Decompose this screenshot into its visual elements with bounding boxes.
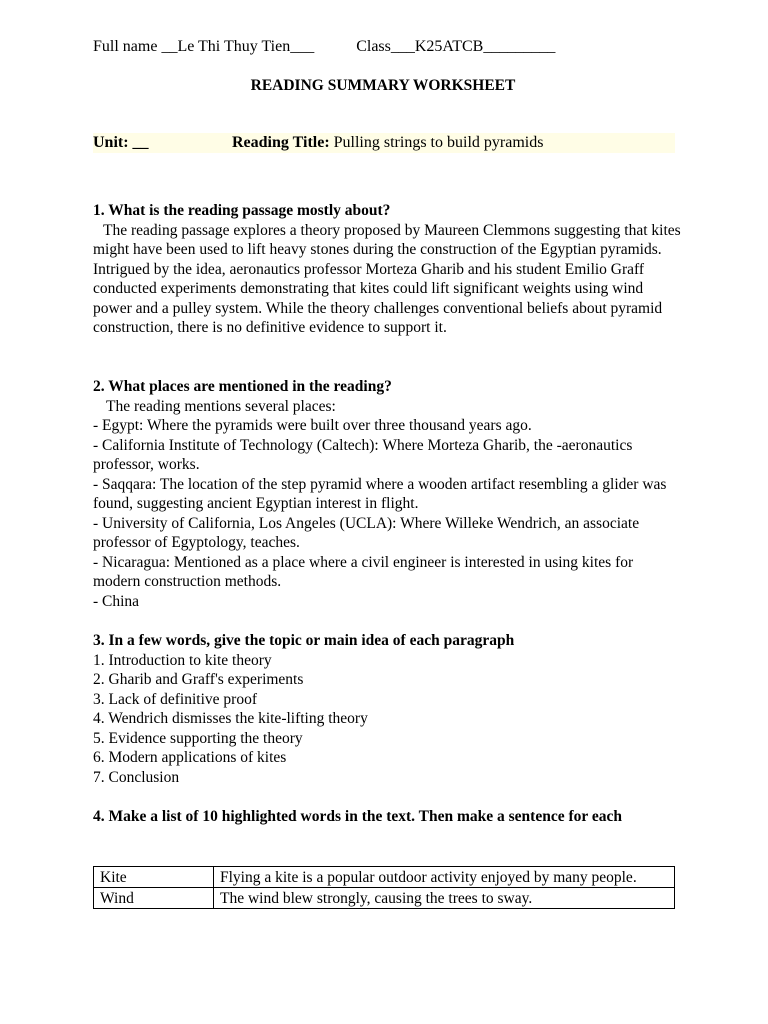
paragraph-topic-item: 7. Conclusion	[93, 768, 180, 786]
answer-1: The reading passage explores a theory proposed by Maureen Clemmons suggesting that kites might have been used to lift heavy stones during the construction of the Egyptian pyramids. Intrigued by the idea, aeronautics professor Morteza Gharib and his student Emilio Graff conducted experiments demonstrating that kites could lift significant weights using wind power and a pulley system. While the theory challenges conventional beliefs about pyramid construction, there is no definitive evidence to support it.	[93, 221, 681, 336]
question-2-section	[93, 377, 683, 611]
place-item: - California Institute of Technology (Caltech): Where Morteza Gharib, the -aeronautics professor, works.	[93, 436, 633, 473]
question-4: 4. Make a list of 10 highlighted words in the text. Then make a sentence for each	[93, 808, 622, 825]
place-item: - China	[93, 592, 140, 610]
full-name-field: Full name __Le Thi Thuy Tien___	[93, 38, 315, 55]
worksheet-title: READING SUMMARY WORKSHEET	[250, 77, 516, 94]
table-row	[94, 867, 675, 888]
place-item: - University of California, Los Angeles (UCLA): Where Willeke Wendrich, an associate professor of Egyptology, teaches.	[93, 514, 640, 551]
reading-title	[232, 133, 543, 153]
table-row	[94, 888, 675, 909]
question-4-section	[93, 807, 683, 827]
unit-field: Unit: __	[93, 134, 149, 151]
reading-title-label: Reading Title:	[232, 134, 330, 151]
place-item: - Saqqara: The location of the step pyramid where a wooden artifact resembling a glider was found, suggesting ancient Egyptian interest in flight.	[93, 475, 667, 512]
paragraph-topic-item: 3. Lack of definitive proof	[93, 690, 257, 708]
question-2: 2. What places are mentioned in the reading?	[93, 378, 392, 395]
vocab-sentence: The wind blew strongly, causing the trees to sway.	[214, 888, 675, 909]
student-info	[93, 37, 555, 57]
question-3-section	[93, 631, 683, 787]
class-field: Class___K25ATCB_________	[356, 38, 556, 55]
paragraph-topic-item: 6. Modern applications of kites	[93, 749, 287, 766]
paragraph-topic-item: 4. Wendrich dismisses the kite-lifting theory	[93, 710, 368, 727]
question-3: 3. In a few words, give the topic or main idea of each paragraph	[93, 632, 515, 649]
place-item: - Egypt: Where the pyramids were built over three thousand years ago.	[93, 417, 532, 434]
paragraph-topic-item: 5. Evidence supporting the theory	[93, 729, 303, 747]
vocabulary-table	[93, 866, 675, 909]
unit-title-bar	[93, 133, 675, 153]
vocab-word: Wind	[94, 888, 214, 909]
question-1-section	[93, 201, 683, 338]
vocab-sentence: Flying a kite is a popular outdoor activity enjoyed by many people.	[214, 867, 675, 888]
question-1: 1. What is the reading passage mostly about?	[93, 202, 391, 219]
reading-title-value: Pulling strings to build pyramids	[329, 134, 544, 151]
paragraph-topic-item: 2. Gharib and Graff's experiments	[93, 671, 304, 688]
answer-2-intro: The reading mentions several places:	[106, 397, 336, 415]
paragraph-topic-item: 1. Introduction to kite theory	[93, 651, 272, 669]
vocab-word: Kite	[94, 867, 214, 888]
place-item: - Nicaragua: Mentioned as a place where a civil engineer is interested in using kites for modern construction methods.	[93, 553, 634, 590]
